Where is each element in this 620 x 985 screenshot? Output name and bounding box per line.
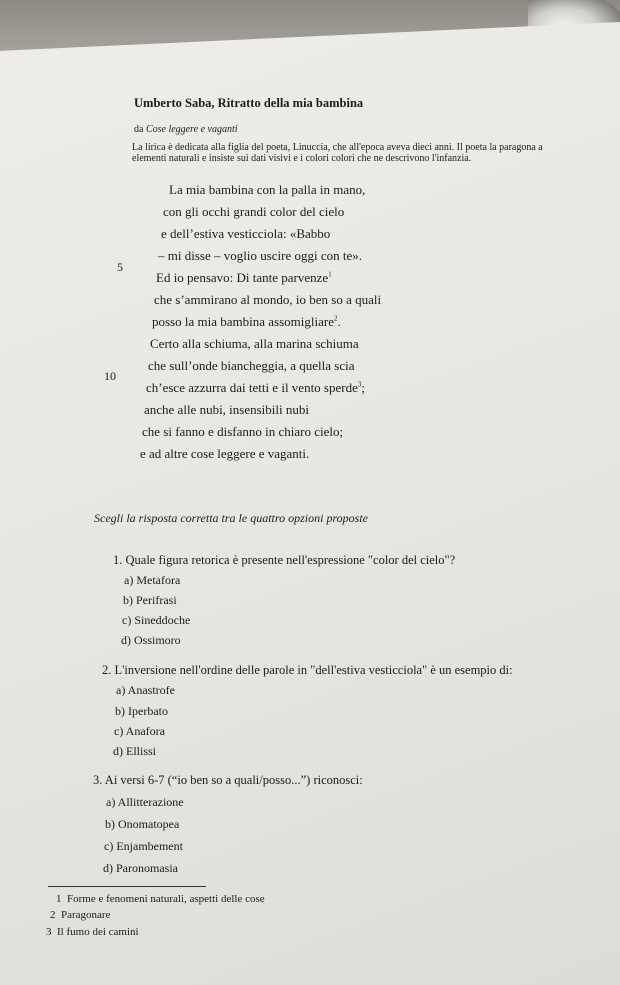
question-3: 3. Ai versi 6-7 (“io ben so a quali/posso...”) riconosci:: [93, 773, 363, 787]
question-1: 1. Quale figura retorica è presente nell'espressione "color del cielo"?: [113, 553, 456, 567]
q1-option-a[interactable]: a) Metafora: [124, 573, 181, 587]
verse-line-1: La mia bambina con la palla in mano,: [169, 182, 366, 197]
line-number-10: 10: [104, 369, 116, 383]
footnote-ref-1: 1: [328, 270, 332, 279]
q2-option-c[interactable]: c) Anafora: [114, 724, 165, 738]
q3-option-d[interactable]: d) Paronomasia: [103, 861, 178, 875]
q3-option-b[interactable]: b) Onomatopea: [105, 817, 180, 831]
intro-line-1: La lirica è dedicata alla figlia del poeta, Linuccia, che all'epoca aveva dieci anni. Il poeta la paragona a: [132, 142, 543, 153]
footnote-2: [50, 909, 110, 921]
source-prefix: da: [134, 124, 144, 135]
verse-line-10-semicolon: ;: [361, 380, 365, 395]
q2-option-b[interactable]: b) Iperbato: [115, 704, 168, 718]
verse-line-11: anche alle nubi, insensibili nubi: [144, 402, 309, 417]
verse-line-5-text: Ed io pensavo: Di tante parvenze: [156, 270, 329, 285]
source-line: [134, 124, 238, 135]
footnote-ref-3: 3: [357, 380, 362, 389]
verse-line-6: che s’ammirano al mondo, io ben so a quali: [154, 292, 382, 307]
verse-line-10: [146, 380, 365, 396]
poem-title: Umberto Saba, Ritratto della mia bambina: [134, 96, 364, 110]
paper-sheet: [0, 22, 620, 985]
exercise-instruction: Scegli la risposta corretta tra le quattro opzioni proposte: [94, 511, 368, 525]
q3-option-c[interactable]: c) Enjambement: [104, 839, 183, 853]
verse-line-7: [152, 314, 341, 330]
verse-line-10-text: ch’esce azzurra dai tetti e il vento sperde: [146, 380, 358, 395]
q2-option-a[interactable]: a) Anastrofe: [116, 683, 175, 697]
verse-line-5: [156, 270, 332, 286]
q2-option-d[interactable]: d) Ellissi: [113, 744, 157, 758]
verse-line-7-text: posso la mia bambina assomigliare: [152, 314, 334, 329]
verse-line-12: che si fanno e disfanno in chiaro cielo;: [142, 424, 344, 439]
footnote-2-number: 2: [50, 909, 56, 921]
footnote-2-text: Paragonare: [61, 909, 111, 921]
source-title: Cose leggere e vaganti: [145, 124, 238, 135]
verse-line-3: e dell’estiva vesticciola: «Babbo: [161, 226, 331, 241]
footnote-1-text: Forme e fenomeni naturali, aspetti delle cose: [67, 893, 265, 905]
verse-line-4: – mi disse – voglio uscire oggi con te».: [158, 248, 363, 263]
verse-line-7-period: .: [337, 314, 341, 329]
footnote-ref-2: 2: [333, 314, 338, 323]
footnote-3-number: 3: [46, 926, 52, 938]
intro-line-2: elementi naturali e insiste sui dati visivi e i colori colori che ne descrivono l'infanzia.: [132, 153, 472, 164]
verse-line-8: Certo alla schiuma, alla marina schiuma: [150, 336, 359, 351]
q1-option-b[interactable]: b) Perifrasi: [123, 593, 177, 607]
q1-option-c[interactable]: c) Sineddoche: [122, 613, 191, 627]
q3-option-a[interactable]: a) Allitterazione: [106, 795, 184, 809]
verse-line-9: che sull’onde biancheggia, a quella scia: [148, 358, 355, 373]
footnote-1-number: 1: [56, 893, 62, 905]
verse-line-2: con gli occhi grandi color del cielo: [163, 204, 345, 219]
footnote-divider: [48, 886, 206, 887]
footnote-3-text: Il fumo dei camini: [57, 926, 139, 938]
verse-line-13: e ad altre cose leggere e vaganti.: [140, 446, 310, 461]
q1-option-d[interactable]: d) Ossimoro: [121, 633, 181, 647]
line-number-5: 5: [117, 260, 123, 274]
footnote-3: [46, 926, 139, 938]
question-2: 2. L'inversione nell'ordine delle parole in "dell'estiva vesticciola" è un esempio di:: [102, 663, 513, 677]
footnote-1: [56, 893, 265, 905]
